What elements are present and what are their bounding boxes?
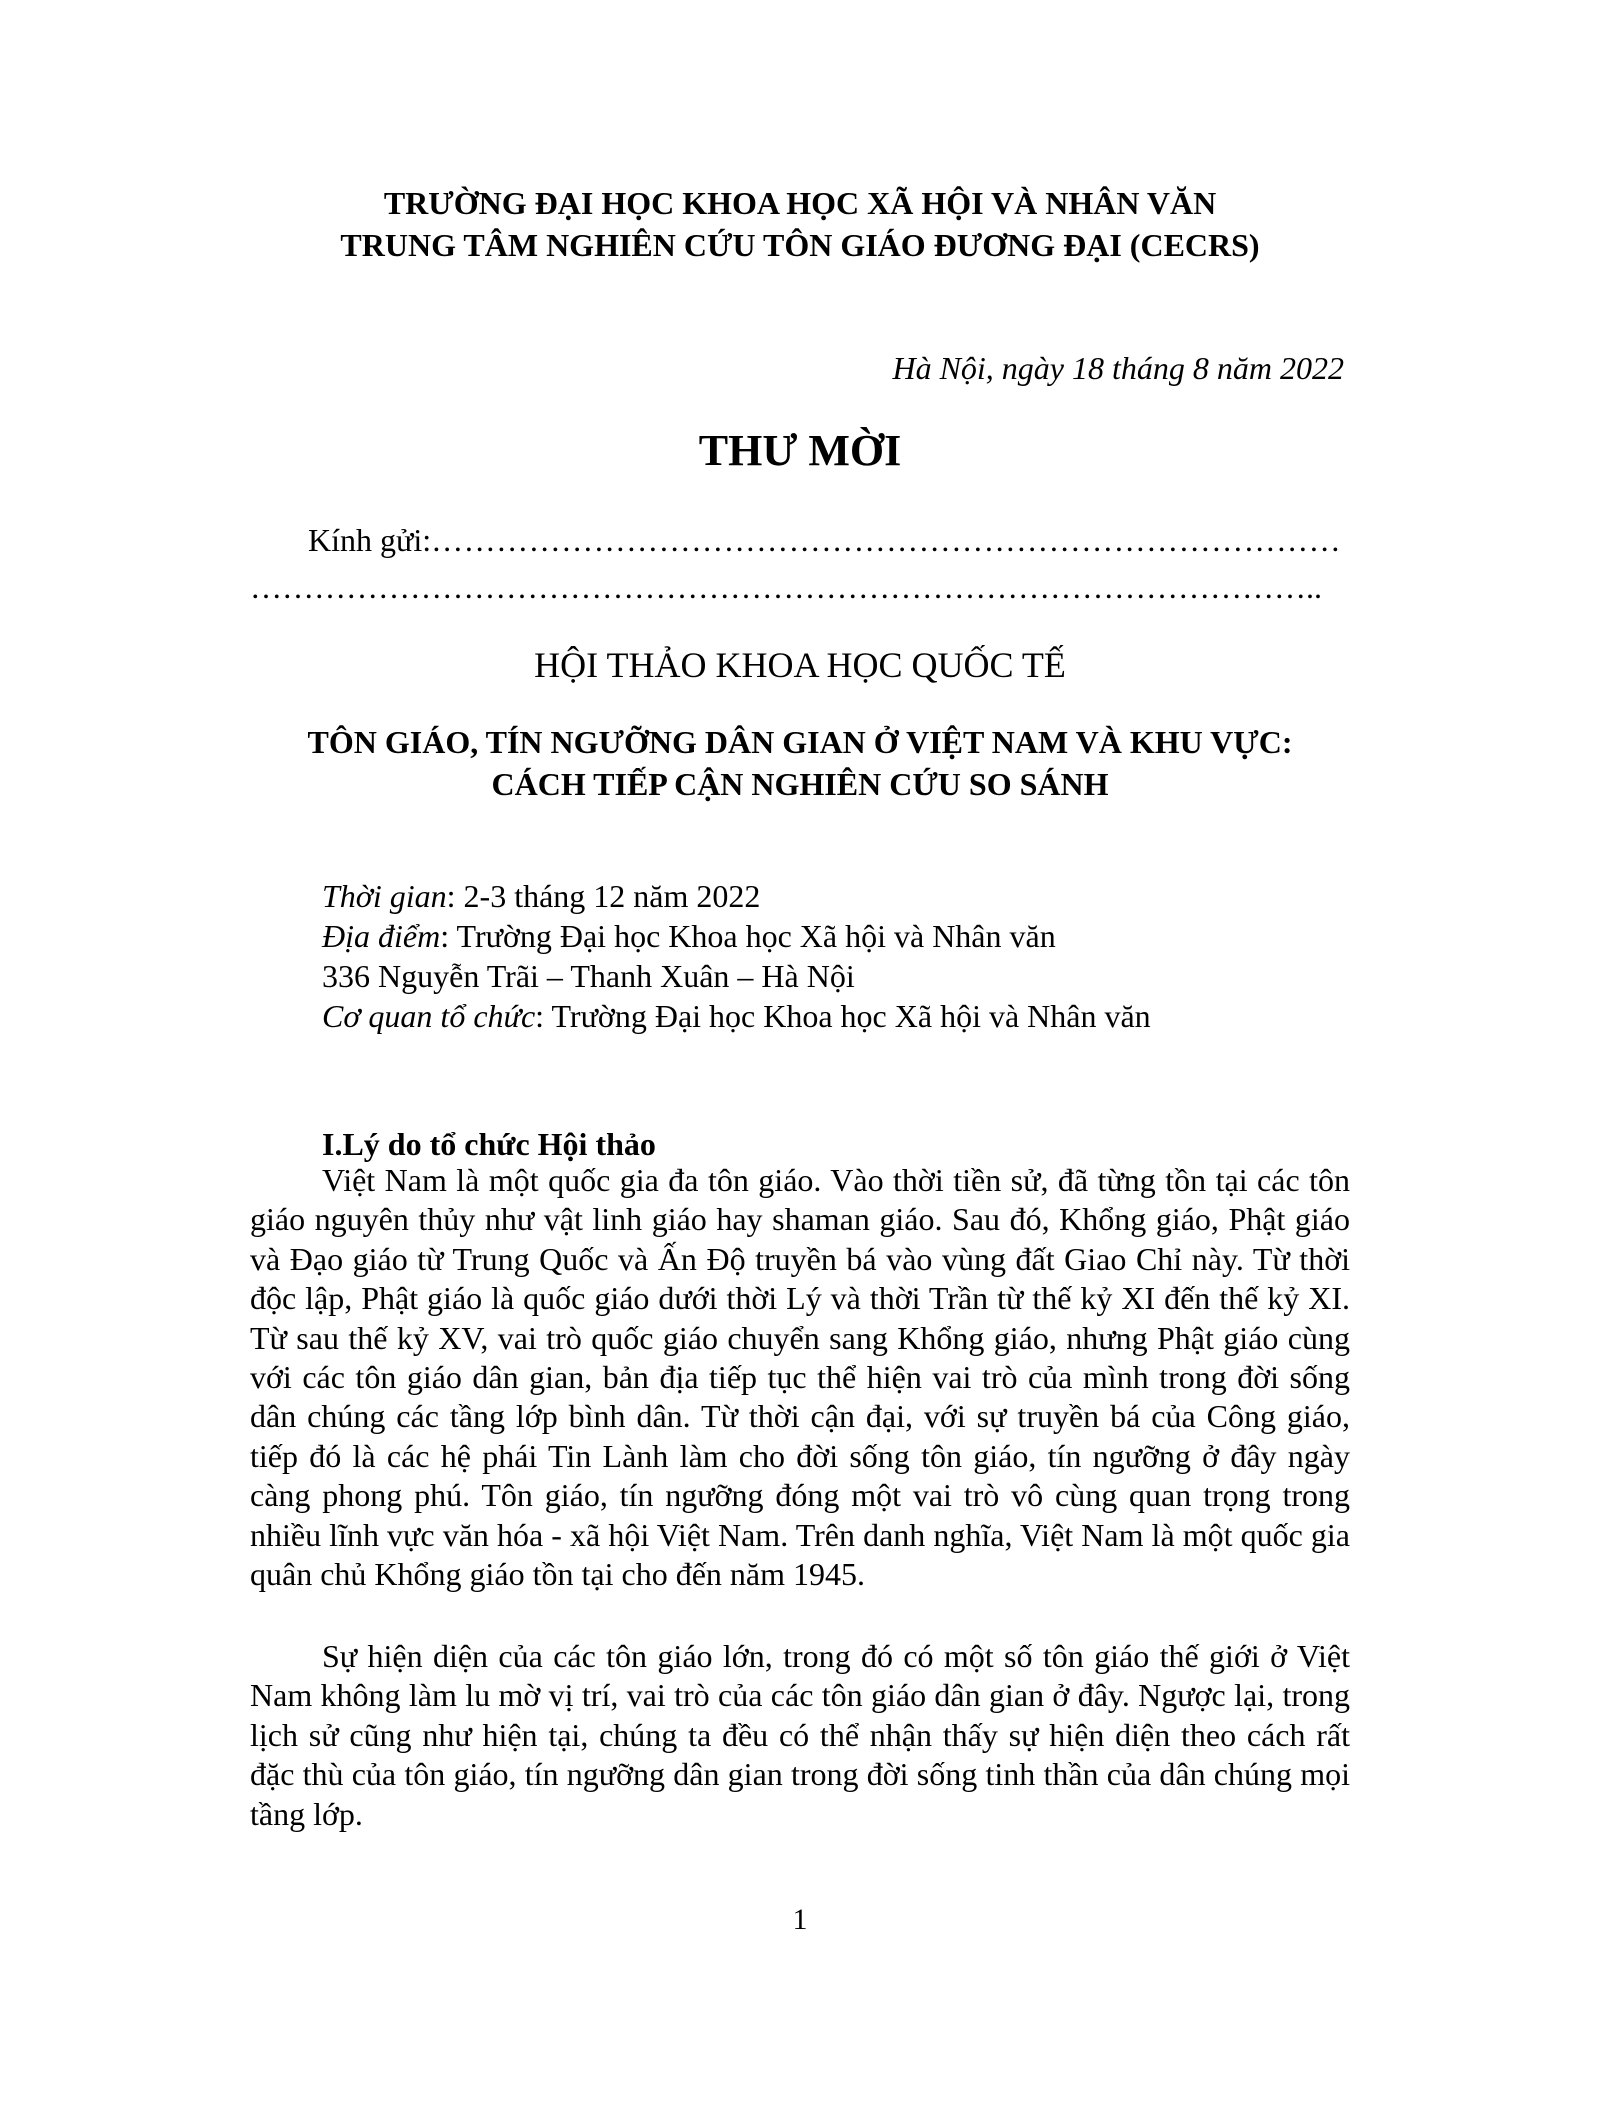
body-paragraph: Sự hiện diện của các tôn giáo lớn, trong đó có một số tôn giáo thế giới ở Việt Nam không làm lu mờ vị trí, vai trò của các tôn giáo dân gian ở đây. Ngược lại, trong lịch sử cũng như hiện tại, chúng ta đều có thể nhận thấy sự hiện diện theo cách rất đặc thù của tôn giáo, tín ngưỡng dân gian trong đời sống tinh thần của dân chúng mọi tầng lớp. (250, 1638, 1350, 1832)
body-paragraph-2-container (250, 1637, 1350, 1834)
recipient-dots-line2: ……………………………………………………………………………………….. (250, 569, 1322, 605)
section-heading: I.Lý do tổ chức Hội thảo (322, 1126, 656, 1162)
event-venue (322, 916, 1151, 956)
recipient-dots: ………………………………………………………………………… (431, 522, 1342, 558)
document-title: THƯ MỜI (698, 426, 902, 475)
conference-title: HỘI THẢO KHOA HỌC QUỐC TẾ (534, 645, 1066, 685)
conference-subtitle-line1: TÔN GIÁO, TÍN NGƯỠNG DÂN GIAN Ở VIỆT NAM VÀ KHU VỰC: (307, 724, 1293, 760)
recipient-line (308, 520, 1353, 560)
event-time (322, 876, 1151, 916)
event-address: 336 Nguyễn Trãi – Thanh Xuân – Hà Nội (322, 958, 855, 994)
event-organizer-value: : Trường Đại học Khoa học Xã hội và Nhân văn (535, 998, 1151, 1034)
event-time-value: : 2-3 tháng 12 năm 2022 (446, 878, 761, 914)
institution-name: TRƯỜNG ĐẠI HỌC KHOA HỌC XÃ HỘI VÀ NHÂN VĂN (383, 185, 1217, 221)
event-info (322, 876, 1151, 1036)
center-name: TRUNG TÂM NGHIÊN CỨU TÔN GIÁO ĐƯƠNG ĐẠI (CECRS) (340, 227, 1260, 263)
body-paragraph-1-container (250, 1161, 1350, 1594)
conference-subtitle-line2: CÁCH TIẾP CẬN NGHIÊN CỨU SO SÁNH (491, 766, 1109, 802)
event-time-label: Thời gian (322, 878, 447, 914)
event-organizer (322, 996, 1151, 1036)
body-paragraph: Việt Nam là một quốc gia đa tôn giáo. Vào thời tiền sử, đã từng tồn tại các tôn giáo nguyên thủy như vật linh giáo hay shaman giáo. Sau đó, Khổng giáo, Phật giáo và Đạo giáo từ Trung Quốc và Ấn Độ truyền bá vào vùng đất Giao Chỉ này. Từ thời độc lập, Phật giáo là quốc giáo dưới thời Lý và thời Trần từ thế kỷ XI đến thế kỷ XI. Từ sau thế kỷ XV, vai trò quốc giáo chuyển sang Khổng giáo, nhưng Phật giáo cùng với các tôn giáo dân gian, bản địa tiếp tục thể hiện vai trò của mình trong đời sống dân chúng các tầng lớp bình dân. Từ thời cận đại, với sự truyền bá của Công giáo, tiếp đó là các hệ phái Tin Lành làm cho đời sống tôn giáo, tín ngưỡng ở đây ngày càng phong phú. Tôn giáo, tín ngưỡng đóng một vai trò vô cùng quan trọng trong nhiều lĩnh vực văn hóa - xã hội Việt Nam. Trên danh nghĩa, Việt Nam là một quốc gia quân chủ Khổng giáo tồn tại cho đến năm 1945. (250, 1162, 1350, 1593)
event-organizer-label: Cơ quan tổ chức (322, 998, 536, 1034)
event-venue-value: : Trường Đại học Khoa học Xã hội và Nhân văn (440, 918, 1056, 954)
page-number: 1 (792, 1903, 808, 1936)
recipient-label: Kính gửi: (308, 522, 432, 558)
letter-date: Hà Nội, ngày 18 tháng 8 năm 2022 (892, 350, 1344, 386)
event-venue-label: Địa điểm (322, 918, 441, 954)
